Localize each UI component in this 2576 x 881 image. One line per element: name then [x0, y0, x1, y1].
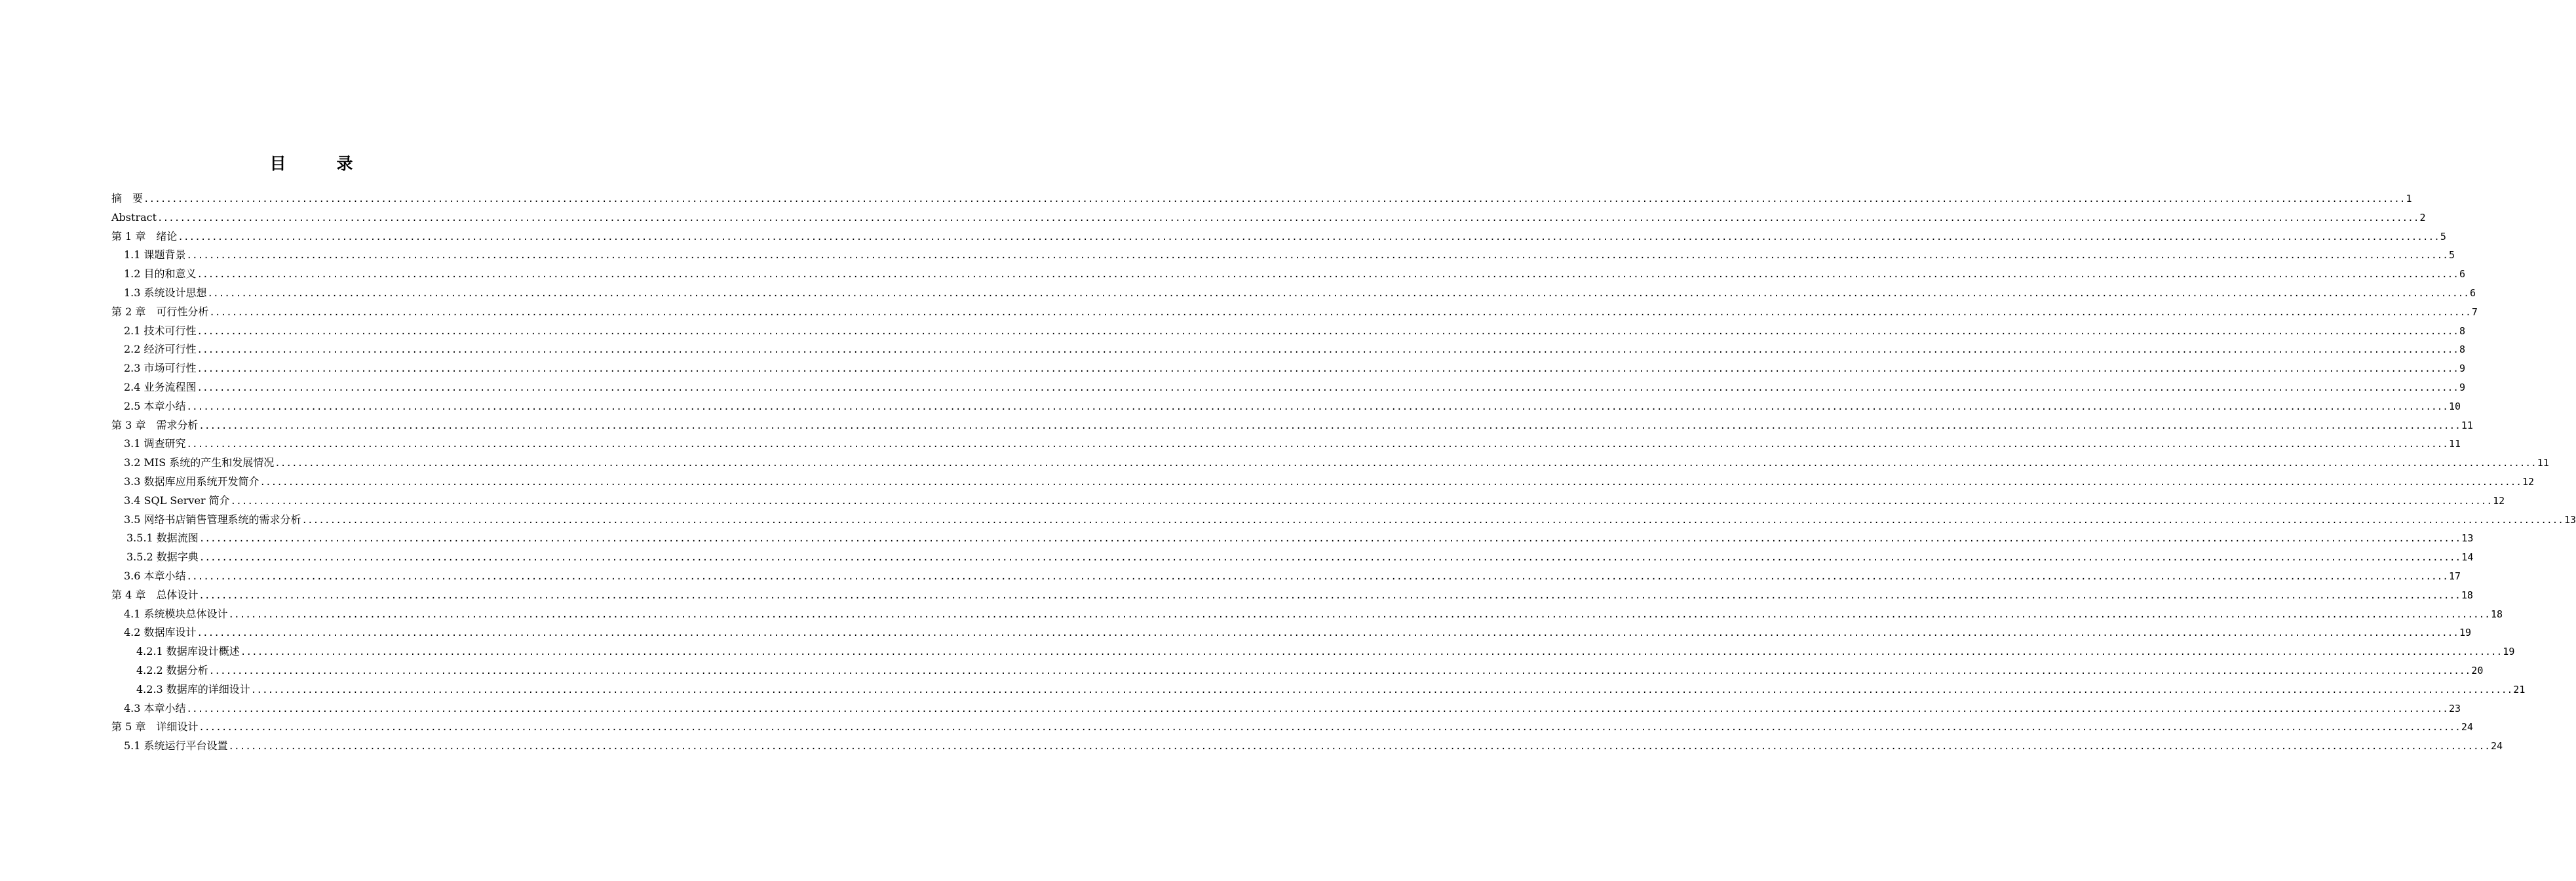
toc-entry-page-number: 8: [2459, 324, 2466, 337]
dot-leader: ................................................................................................................................................................................................................................................................................................................................................................................................................: [199, 722, 2461, 734]
toc-entry[interactable]: [111, 208, 2426, 227]
toc-entry-page-number: 11: [2537, 457, 2549, 469]
toc-entry-label: 1.3 系统设计思想: [124, 286, 207, 299]
toc-entry-label: 4.2 数据库设计: [124, 626, 197, 639]
toc-entry-page-number: 11: [2461, 419, 2473, 431]
toc-entry[interactable]: [111, 416, 2473, 435]
dot-leader: ................................................................................................................................................................................................................................................................................................................................................................................................................: [197, 364, 2459, 375]
toc-entry-page-number: 19: [2503, 646, 2515, 658]
toc-entry[interactable]: [111, 454, 2549, 473]
toc-entry[interactable]: [111, 737, 2503, 756]
dot-leader: ................................................................................................................................................................................................................................................................................................................................................................................................................: [197, 326, 2459, 337]
toc-entry-page-number: 12: [2522, 475, 2535, 488]
toc-entry[interactable]: [111, 529, 2474, 548]
toc-entry-label: 2.1 技术可行性: [124, 324, 197, 337]
dot-leader: ................................................................................................................................................................................................................................................................................................................................................................................................................: [199, 420, 2461, 431]
toc-entry-page-number: 9: [2459, 381, 2466, 393]
toc-entry-label: 第 5 章 详细设计: [111, 720, 199, 734]
dot-leader: ................................................................................................................................................................................................................................................................................................................................................................................................................: [186, 703, 2449, 715]
toc-entry[interactable]: [111, 567, 2461, 586]
toc-entry-page-number: 12: [2493, 494, 2505, 507]
toc-entry-label: 2.5 本章小结: [124, 399, 186, 412]
toc-entry-label: 4.2.3 数据库的详细设计: [136, 682, 250, 695]
page-title: 目 录: [269, 154, 370, 173]
toc-entry[interactable]: [111, 397, 2461, 416]
toc-entry-page-number: 18: [2461, 589, 2473, 601]
toc-entry-label: 4.1 系统模块总体设计: [124, 607, 228, 620]
dot-leader: ................................................................................................................................................................................................................................................................................................................................................................................................................: [275, 458, 2537, 469]
toc-entry-label: 摘 要: [111, 192, 144, 205]
dot-leader: ................................................................................................................................................................................................................................................................................................................................................................................................................: [209, 307, 2471, 318]
dot-leader: ................................................................................................................................................................................................................................................................................................................................................................................................................: [144, 194, 2406, 205]
dot-leader: ................................................................................................................................................................................................................................................................................................................................................................................................................: [208, 665, 2471, 676]
toc-entry-page-number: 8: [2459, 343, 2466, 356]
toc-entry-page-number: 19: [2459, 627, 2472, 639]
toc-entry[interactable]: [111, 718, 2473, 737]
toc-entry-page-number: 2: [2419, 211, 2426, 224]
toc-entry-label: 3.2 MIS 系统的产生和发展情况: [124, 456, 275, 469]
toc-entry-page-number: 5: [2440, 230, 2446, 243]
toc-entry[interactable]: [111, 511, 2576, 530]
toc-entry-page-number: 10: [2449, 400, 2461, 412]
toc-entry[interactable]: [111, 586, 2473, 605]
dot-leader: ................................................................................................................................................................................................................................................................................................................................................................................................................: [260, 477, 2522, 488]
toc-entry-label: 3.4 SQL Server 简介: [124, 494, 230, 507]
toc-entry[interactable]: [111, 680, 2526, 699]
dot-leader: ................................................................................................................................................................................................................................................................................................................................................................................................................: [197, 345, 2459, 356]
dot-leader: ................................................................................................................................................................................................................................................................................................................................................................................................................: [199, 590, 2461, 601]
toc-entry-page-number: 11: [2449, 438, 2461, 450]
toc-entry-page-number: 20: [2471, 664, 2484, 676]
toc-entry-label: Abstract: [111, 210, 157, 224]
toc-entry-label: 第 1 章 绪论: [111, 229, 178, 243]
toc-entry-page-number: 6: [2459, 268, 2466, 281]
toc-entry-label: 第 4 章 总体设计: [111, 588, 199, 601]
toc-entry-label: 第 3 章 需求分析: [111, 418, 199, 431]
toc-entry-label: 3.1 调查研究: [124, 437, 186, 450]
toc-entry[interactable]: [111, 699, 2461, 718]
toc-entry[interactable]: [111, 322, 2466, 341]
dot-leader: ................................................................................................................................................................................................................................................................................................................................................................................................................: [240, 647, 2503, 658]
dot-leader: ................................................................................................................................................................................................................................................................................................................................................................................................................: [197, 628, 2459, 639]
toc-entry-label: 3.6 本章小结: [124, 569, 186, 582]
toc-entry-page-number: 18: [2491, 608, 2503, 620]
toc-entry-page-number: 5: [2449, 249, 2455, 262]
toc-entry[interactable]: [111, 473, 2535, 492]
toc-entry-label: 3.5.2 数据字典: [126, 551, 199, 564]
dot-leader: ................................................................................................................................................................................................................................................................................................................................................................................................................: [186, 401, 2449, 412]
toc-entry-label: 2.3 市场可行性: [124, 362, 197, 375]
toc-entry-label: 2.4 业务流程图: [124, 380, 197, 393]
dot-leader: ................................................................................................................................................................................................................................................................................................................................................................................................................: [228, 741, 2491, 753]
toc-entry-page-number: 9: [2459, 362, 2466, 375]
dot-leader: ................................................................................................................................................................................................................................................................................................................................................................................................................: [197, 269, 2459, 281]
toc-entry-label: 3.3 数据库应用系统开发简介: [124, 475, 260, 488]
toc-entry[interactable]: [111, 227, 2446, 246]
toc-entry-label: 4.3 本章小结: [124, 701, 186, 715]
dot-leader: ................................................................................................................................................................................................................................................................................................................................................................................................................: [186, 250, 2449, 262]
toc-entry[interactable]: [111, 246, 2455, 265]
toc-entry-label: 1.1 课题背景: [124, 248, 186, 262]
toc-entry[interactable]: [111, 359, 2466, 378]
toc-entry[interactable]: [111, 340, 2466, 359]
toc-entry[interactable]: [111, 548, 2474, 567]
toc-entry-label: 3.5.1 数据流图: [126, 532, 199, 545]
toc-entry[interactable]: [111, 623, 2472, 642]
toc-entry-page-number: 21: [2513, 683, 2526, 695]
toc-entry[interactable]: [111, 605, 2503, 624]
toc-entry-page-number: 13: [2564, 513, 2576, 526]
toc-entry[interactable]: [111, 303, 2478, 322]
toc-entry-page-number: 1: [2406, 193, 2412, 205]
toc-entry[interactable]: [111, 492, 2505, 511]
dot-leader: ................................................................................................................................................................................................................................................................................................................................................................................................................: [250, 684, 2513, 695]
dot-leader: ................................................................................................................................................................................................................................................................................................................................................................................................................: [301, 515, 2564, 526]
dot-leader: ................................................................................................................................................................................................................................................................................................................................................................................................................: [207, 288, 2470, 299]
toc-entry[interactable]: [111, 189, 2412, 208]
dot-leader: ................................................................................................................................................................................................................................................................................................................................................................................................................: [186, 439, 2449, 450]
dot-leader: ................................................................................................................................................................................................................................................................................................................................................................................................................: [197, 382, 2459, 393]
toc-entry-page-number: 14: [2461, 551, 2474, 564]
dot-leader: ................................................................................................................................................................................................................................................................................................................................................................................................................: [186, 571, 2449, 582]
toc-entry-page-number: 17: [2449, 570, 2461, 582]
toc-entry-label: 第 2 章 可行性分析: [111, 305, 209, 318]
dot-leader: ................................................................................................................................................................................................................................................................................................................................................................................................................: [199, 534, 2461, 545]
toc-entry-label: 5.1 系统运行平台设置: [124, 739, 228, 753]
toc-entry-page-number: 24: [2491, 740, 2503, 753]
toc-entry[interactable]: [111, 435, 2461, 454]
toc-entry-page-number: 23: [2449, 702, 2461, 715]
toc-entry-label: 3.5 网络书店销售管理系统的需求分析: [124, 513, 301, 526]
toc-entry[interactable]: [111, 378, 2466, 397]
toc-entry[interactable]: [111, 661, 2484, 680]
toc-entry[interactable]: [111, 284, 2476, 303]
dot-leader: ................................................................................................................................................................................................................................................................................................................................................................................................................: [178, 231, 2440, 243]
toc-entry-label: 4.2.2 数据分析: [136, 663, 208, 676]
toc-entry-page-number: 24: [2461, 721, 2473, 734]
toc-entry[interactable]: [111, 265, 2466, 284]
toc-entry-page-number: 6: [2470, 286, 2476, 299]
dot-leader: ................................................................................................................................................................................................................................................................................................................................................................................................................: [228, 609, 2491, 620]
toc-entry-label: 4.2.1 数据库设计概述: [136, 645, 240, 658]
toc-entry-page-number: 7: [2471, 305, 2478, 318]
dot-leader: ................................................................................................................................................................................................................................................................................................................................................................................................................: [199, 553, 2461, 564]
toc-entry[interactable]: [111, 642, 2515, 661]
table-of-contents: [111, 189, 2576, 756]
dot-leader: ................................................................................................................................................................................................................................................................................................................................................................................................................: [230, 496, 2493, 507]
dot-leader: ................................................................................................................................................................................................................................................................................................................................................................................................................: [157, 212, 2419, 224]
toc-entry-label: 1.2 目的和意义: [124, 267, 197, 281]
toc-entry-page-number: 13: [2461, 532, 2474, 545]
toc-entry-label: 2.2 经济可行性: [124, 343, 197, 356]
